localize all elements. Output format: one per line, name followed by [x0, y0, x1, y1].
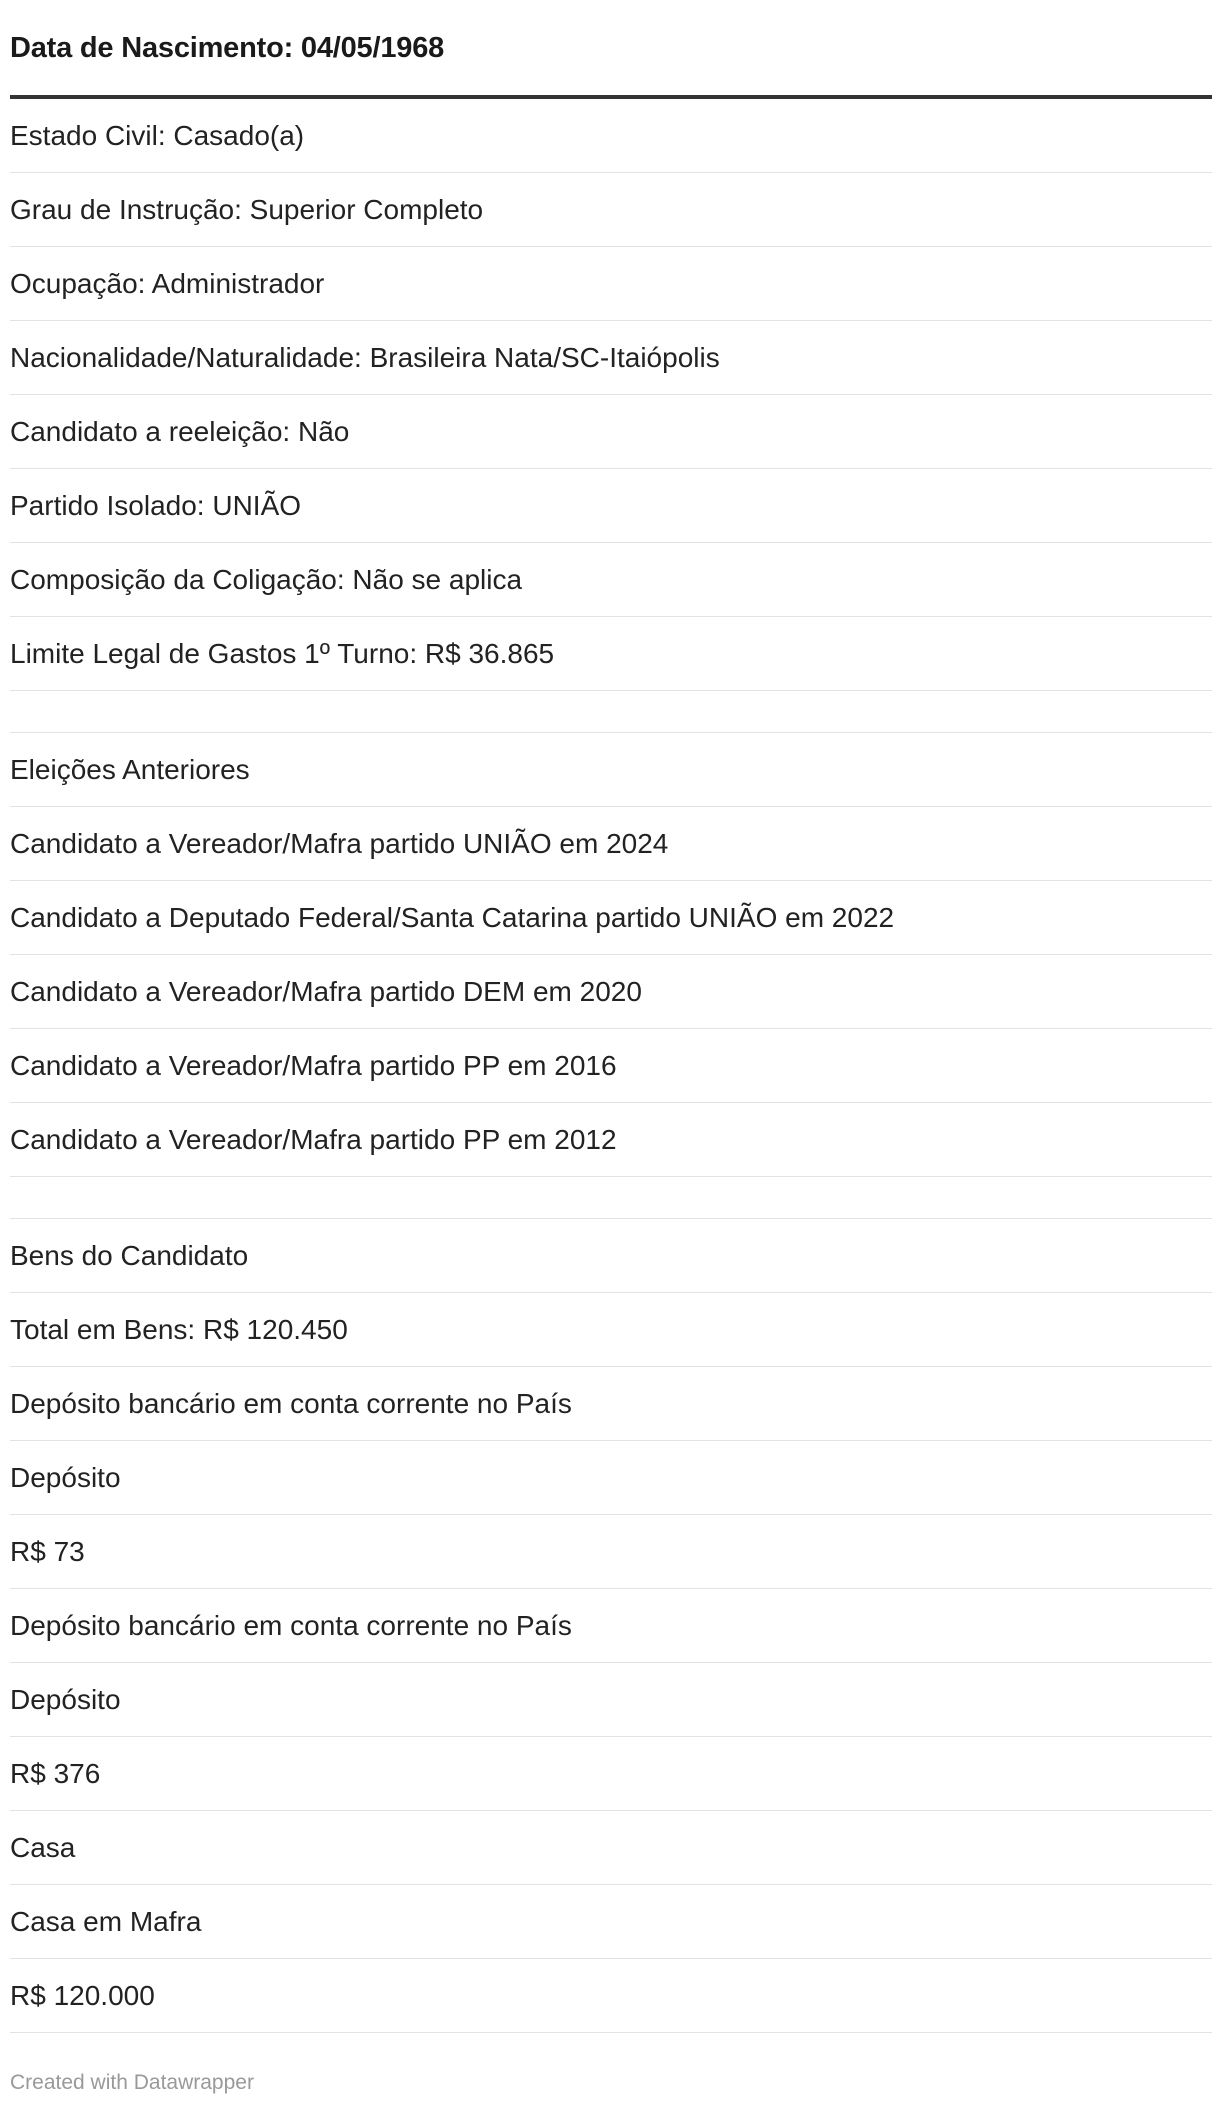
- table-row: [10, 617, 1212, 691]
- row-text: Casa: [10, 1831, 76, 1863]
- table-row: [10, 1515, 1212, 1589]
- table-row: [10, 881, 1212, 955]
- row-text: R$ 73: [10, 1535, 85, 1567]
- row-text: Depósito: [10, 1461, 121, 1493]
- row-text: Grau de Instrução: Superior Completo: [10, 193, 484, 225]
- table-row: [10, 1293, 1212, 1367]
- table-row: [10, 1367, 1212, 1441]
- table-row: [10, 1441, 1212, 1515]
- row-text: Eleições Anteriores: [10, 753, 250, 785]
- datawrapper-credit: Created with Datawrapper: [10, 2071, 254, 2094]
- row-text: Estado Civil: Casado(a): [10, 119, 305, 151]
- row-text: Depósito bancário em conta corrente no País: [10, 1609, 572, 1641]
- birth-date-header: Data de Nascimento: 04/05/1968: [10, 32, 445, 64]
- row-text: Bens do Candidato: [10, 1239, 249, 1271]
- section-heading-previous-elections: [10, 733, 1212, 807]
- row-text: Candidato a reeleição: Não: [10, 415, 350, 447]
- table-row: [10, 247, 1212, 321]
- row-text: Total em Bens: R$ 120.450: [10, 1313, 348, 1345]
- row-text: Candidato a Vereador/Mafra partido PP em 2016: [10, 1049, 617, 1081]
- table-row: [10, 543, 1212, 617]
- table-row: [10, 1589, 1212, 1663]
- table-row: [10, 395, 1212, 469]
- table-row: [10, 807, 1212, 881]
- table-row: [10, 1885, 1212, 1959]
- table-row: [10, 1737, 1212, 1811]
- spacer-row: [10, 1177, 1212, 1219]
- section-heading-candidate-assets: [10, 1219, 1212, 1293]
- table-row: [10, 321, 1212, 395]
- table-row: [10, 469, 1212, 543]
- row-text: R$ 120.000: [10, 1979, 155, 2011]
- table-row: [10, 1103, 1212, 1177]
- row-text: Partido Isolado: UNIÃO: [10, 489, 302, 521]
- row-text: Depósito: [10, 1683, 121, 1715]
- row-text: Candidato a Vereador/Mafra partido DEM em 2020: [10, 975, 642, 1007]
- row-text: Candidato a Vereador/Mafra partido UNIÃO em 2024: [10, 827, 669, 859]
- table-row: [10, 955, 1212, 1029]
- table-row: [10, 99, 1212, 173]
- table-body: [10, 99, 1212, 2033]
- table-header: [10, 0, 1212, 99]
- row-text: Limite Legal de Gastos 1º Turno: R$ 36.865: [10, 637, 555, 669]
- row-text: Candidato a Deputado Federal/Santa Catarina partido UNIÃO em 2022: [10, 901, 895, 933]
- table-row: [10, 1959, 1212, 2033]
- row-text: Composição da Coligação: Não se aplica: [10, 563, 523, 595]
- data-table: [10, 0, 1212, 2033]
- row-text: Candidato a Vereador/Mafra partido PP em 2012: [10, 1123, 617, 1155]
- row-text: Casa em Mafra: [10, 1905, 202, 1937]
- spacer-row: [10, 691, 1212, 733]
- row-text: Nacionalidade/Naturalidade: Brasileira Nata/SC-Itaiópolis: [10, 341, 720, 373]
- row-text: Ocupação: Administrador: [10, 267, 325, 299]
- row-text: Depósito bancário em conta corrente no País: [10, 1387, 572, 1419]
- table-row: [10, 173, 1212, 247]
- row-text: R$ 376: [10, 1757, 101, 1789]
- table-row: [10, 1663, 1212, 1737]
- table-row: [10, 1029, 1212, 1103]
- table-row: [10, 1811, 1212, 1885]
